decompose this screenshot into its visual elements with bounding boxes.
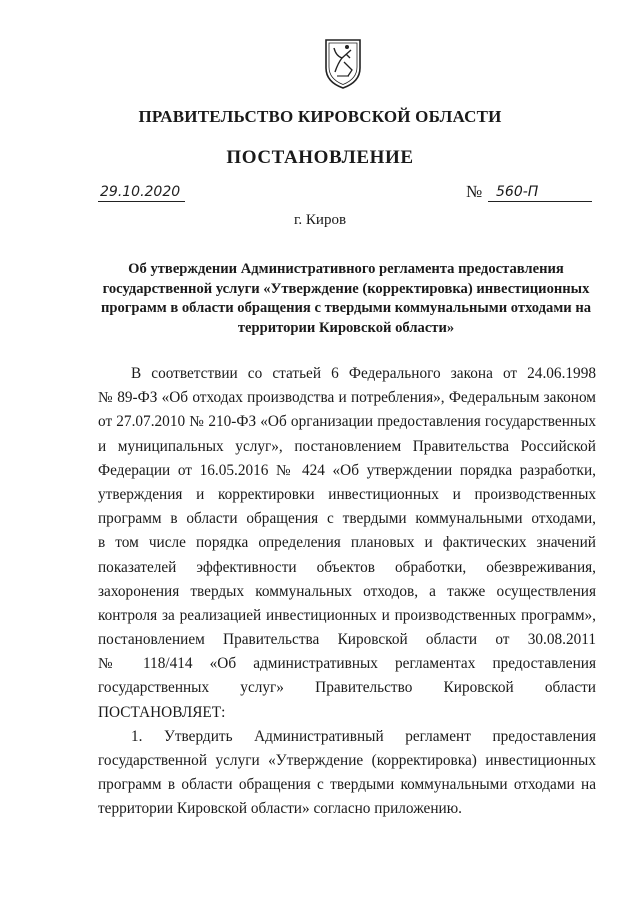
title-line: программ в области обращения с твердыми коммунальными отходами на <box>100 300 592 316</box>
title-line: государственной услуги «Утверждение (корректировка) инвестиционных <box>102 280 590 297</box>
body-line: № 89-ФЗ «Об отходах производства и потребления», Федеральным законом <box>98 389 596 407</box>
body-line: постановлением Правительства Кировской области от 30.08.2011 <box>98 631 596 649</box>
body-line: утверждения и корректировки инвестиционных и производственных <box>98 485 596 503</box>
body-line: контроля за реализацией инвестиционных и производственных программ», <box>98 606 596 624</box>
body-line: государственных услуг» Правительство Кировской области <box>98 679 596 697</box>
document-date: 29.10.2020 <box>98 183 185 202</box>
body-line: программ в области обращения с твердыми коммунальными отходами на <box>98 776 596 794</box>
body-line: В соответствии со статьей 6 Федерального закона от 24.06.1998 <box>131 365 596 382</box>
document-number <box>466 183 586 202</box>
body-line: захоронения твердых коммунальных отходов, а также осуществления <box>98 582 596 600</box>
body-line: программ в области обращения с твердыми коммунальными отходами, <box>98 510 596 528</box>
title-line: территории Кировской области» <box>237 319 455 336</box>
document-title <box>96 260 596 338</box>
document-body <box>98 362 596 822</box>
body-line: Федерации от 16.05.2016 № 424 «Об утверждении порядка разработки, <box>98 461 596 479</box>
number-value: 560-П <box>488 183 592 202</box>
body-line: № 118/414 «Об административных регламентах предоставления <box>98 655 596 673</box>
body-line: государственной услуги «Утверждение (корректировка) инвестиционных <box>98 752 596 769</box>
city: г. Киров <box>293 212 347 228</box>
body-line-resolves: ПОСТАНОВЛЯЕТ: <box>98 703 226 721</box>
body-line: от 27.07.2010 № 210-ФЗ «Об организации предоставления государственных <box>98 413 596 431</box>
number-sign: № <box>466 182 483 201</box>
body-line: территории Кировской области» согласно приложению. <box>98 800 462 818</box>
body-line: и муниципальных услуг», постановлением Правительства Российской <box>98 437 596 455</box>
document-type: ПОСТАНОВЛЕНИЕ <box>226 147 414 168</box>
body-line: 1. Утвердить Административный регламент предоставления <box>131 727 596 745</box>
coat-of-arms-emblem <box>322 36 364 90</box>
title-line: Об утверждении Административного регламента предоставления <box>128 261 564 277</box>
organization-name: ПРАВИТЕЛЬСТВО КИРОВСКОЙ ОБЛАСТИ <box>138 107 502 126</box>
body-line: в том числе порядка определения плановых и фактических значений <box>98 534 596 552</box>
body-line: показателей эффективности объектов обработки, обезвреживания, <box>98 558 596 576</box>
